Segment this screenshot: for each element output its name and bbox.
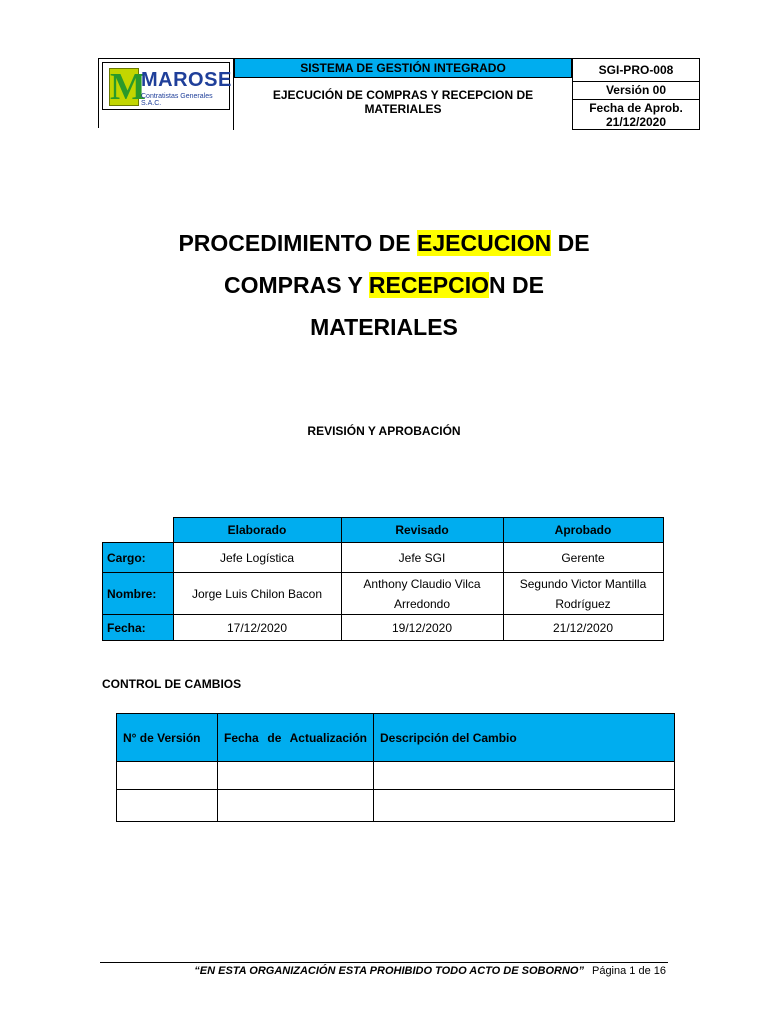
footer-quote: “EN ESTA ORGANIZACIÓN ESTA PROHIBIDO TODO ACTO DE SOBORNO”	[194, 965, 584, 977]
table-header-row	[117, 714, 675, 762]
table-cell	[117, 762, 218, 790]
review-heading: REVISIÓN Y APROBACIÓN	[307, 424, 461, 438]
document-version: Versión 00	[572, 82, 700, 100]
title-text: COMPRAS Y	[224, 272, 369, 298]
column-header: Aprobado	[503, 518, 663, 543]
table-cell: Anthony Claudio Vilca Arredondo	[341, 573, 503, 615]
column-header: Descripción del Cambio	[374, 714, 675, 762]
table-cell: 17/12/2020	[173, 615, 341, 641]
table-cell: Segundo Victor Mantilla Rodríguez	[503, 573, 663, 615]
title-text: PROCEDIMIENTO DE	[178, 230, 417, 256]
change-control-heading: CONTROL DE CAMBIOS	[102, 677, 242, 691]
row-label: Nombre:	[103, 573, 174, 615]
title-line-1	[120, 222, 648, 264]
row-label: Cargo:	[103, 543, 174, 573]
system-title: SISTEMA DE GESTIÓN INTEGRADO	[234, 58, 572, 78]
table-cell	[218, 762, 374, 790]
logo-cell	[98, 58, 234, 128]
column-header: Revisado	[341, 518, 503, 543]
title-line-3: MATERIALES	[310, 314, 458, 340]
table-row	[103, 573, 664, 615]
company-logo	[102, 62, 230, 110]
table-cell: 21/12/2020	[503, 615, 663, 641]
logo-subtitle: Contratistas Generales S.A.C.	[141, 93, 213, 107]
logo-mark	[109, 66, 146, 108]
table-cell	[218, 790, 374, 822]
page-number: Página 1 de 16	[591, 965, 666, 977]
title-highlight-2: RECEPCIO	[368, 272, 490, 298]
page-footer	[100, 965, 666, 977]
document-code: SGI-PRO-008	[572, 58, 700, 82]
title-line-2	[120, 264, 648, 306]
column-header: N° de Versión	[117, 714, 218, 762]
footer-divider	[100, 962, 668, 963]
table-header-row	[103, 518, 664, 543]
table-cell	[117, 790, 218, 822]
column-header: Elaborado	[173, 518, 341, 543]
approval-date: 21/12/2020	[605, 115, 667, 129]
table-cell: 19/12/2020	[341, 615, 503, 641]
approval-date-label: Fecha de Aprob.	[589, 101, 683, 115]
table-cell: Jefe Logística	[173, 543, 341, 573]
table-corner	[103, 518, 174, 543]
table-cell: Gerente	[503, 543, 663, 573]
document-subtitle: EJECUCIÓN DE COMPRAS Y RECEPCION DE MATERIALES	[272, 88, 534, 116]
table-cell	[374, 790, 675, 822]
title-text: DE	[551, 230, 590, 256]
table-row	[117, 790, 675, 822]
table-row	[103, 543, 664, 573]
logo-name: MAROSE	[141, 69, 232, 91]
document-header	[98, 58, 700, 130]
table-cell: Jorge Luis Chilon Bacon	[173, 573, 341, 615]
table-row	[117, 762, 675, 790]
title-highlight-1: EJECUCION	[417, 230, 552, 256]
approval-table	[102, 517, 664, 641]
table-cell	[374, 762, 675, 790]
change-control-table	[116, 713, 675, 822]
row-label: Fecha:	[103, 615, 174, 641]
approval-date-cell	[572, 100, 700, 130]
title-text: N DE	[489, 272, 544, 298]
table-row	[103, 615, 664, 641]
table-cell: Jefe SGI	[341, 543, 503, 573]
column-header: Fecha de Actualización	[218, 714, 374, 762]
logo-letter: M	[110, 66, 146, 108]
page-title	[120, 222, 648, 348]
